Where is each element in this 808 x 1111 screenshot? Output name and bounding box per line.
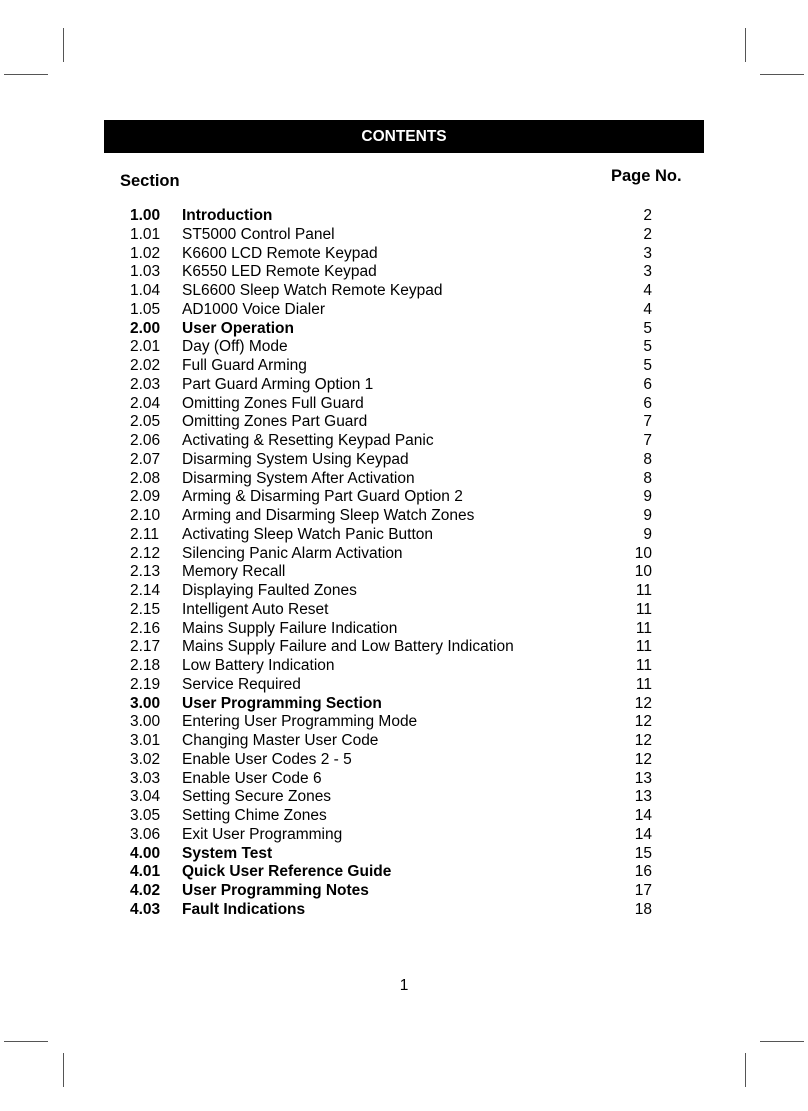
- toc-section-number: 2.04: [130, 394, 161, 412]
- toc-entry: [0, 320, 808, 339]
- toc-section-title: Enable User Code 6: [182, 769, 322, 787]
- toc-entry: [0, 563, 808, 582]
- toc-section-title: Arming & Disarming Part Guard Option 2: [182, 488, 463, 506]
- toc-entry: [0, 882, 808, 901]
- toc-section-title: Disarming System Using Keypad: [182, 450, 409, 468]
- toc-section-title: Omitting Zones Part Guard: [182, 413, 368, 431]
- toc-section-title: Memory Recall: [182, 563, 286, 581]
- toc-section-number: 2.07: [130, 450, 161, 468]
- toc-section-number: 2.03: [130, 375, 161, 393]
- toc-section-title: Arming and Disarming Sleep Watch Zones: [182, 507, 475, 524]
- toc-section-number: 3.06: [130, 825, 161, 843]
- toc-page-number: 5: [643, 338, 652, 356]
- toc-page-number: 8: [643, 469, 652, 487]
- toc-page-number: 10: [634, 544, 652, 562]
- toc-section-title: Full Guard Arming: [182, 357, 307, 374]
- toc-entry: [0, 357, 808, 376]
- toc-section-number: 2.01: [130, 338, 161, 356]
- toc-page-number: 7: [643, 413, 652, 431]
- toc-section-title: Setting Chime Zones: [182, 807, 327, 824]
- toc-section-number: 1.04: [130, 282, 161, 299]
- toc-page-number: 15: [634, 844, 652, 862]
- toc-section-number: 2.12: [130, 544, 161, 562]
- toc-entry: [0, 245, 808, 264]
- toc-section-number: 2.17: [130, 638, 161, 656]
- toc-section-title: Quick User Reference Guide: [182, 863, 392, 881]
- toc-section-number: 2.18: [130, 657, 161, 674]
- page-number: 1: [399, 977, 409, 994]
- toc-section-number: 1.01: [130, 225, 161, 243]
- toc-section-number: 3.05: [130, 807, 161, 824]
- toc-entry: [0, 470, 808, 489]
- page-column-heading: Page No.: [611, 167, 682, 185]
- toc-section-title: Service Required: [182, 675, 301, 693]
- toc-page-number: 6: [643, 375, 652, 393]
- toc-page-number: 9: [643, 488, 652, 506]
- toc-entry: [0, 695, 808, 714]
- toc-section-title: Low Battery Indication: [182, 657, 335, 674]
- toc-entry: [0, 226, 808, 245]
- toc-section-title: Mains Supply Failure and Low Battery Indication: [182, 638, 514, 656]
- toc-entry: [0, 413, 808, 432]
- toc-section-number: 2.05: [130, 413, 161, 431]
- toc-entry: [0, 507, 808, 526]
- toc-entry: [0, 526, 808, 545]
- toc-entry: [0, 620, 808, 639]
- toc-section-title: System Test: [182, 844, 273, 862]
- crop-mark-top-left-horizontal: [4, 74, 48, 75]
- toc-section-title: Displaying Faulted Zones: [182, 582, 357, 599]
- toc-page-number: 14: [634, 825, 652, 843]
- toc-entry: [0, 788, 808, 807]
- toc-section-number: 2.13: [130, 563, 161, 581]
- toc-entry: [0, 863, 808, 882]
- toc-section-title: AD1000 Voice Dialer: [182, 300, 326, 318]
- toc-page-number: 4: [643, 282, 652, 299]
- toc-page-number: 12: [634, 750, 652, 768]
- toc-page-number: 5: [643, 319, 652, 337]
- toc-entry: [0, 713, 808, 732]
- toc-page-number: 13: [634, 788, 652, 806]
- toc-section-number: 2.19: [130, 675, 161, 693]
- toc-entry: [0, 395, 808, 414]
- toc-section-number: 3.04: [130, 788, 161, 806]
- toc-page-number: 2: [643, 225, 652, 243]
- toc-entry: [0, 807, 808, 826]
- toc-page-number: 7: [643, 432, 652, 449]
- toc-page-number: 5: [643, 357, 652, 374]
- toc-page-number: 2: [643, 207, 652, 224]
- toc-page-number: 9: [643, 525, 652, 543]
- toc-entry: [0, 732, 808, 751]
- toc-section-number: 3.00: [130, 694, 161, 712]
- contents-title: CONTENTS: [361, 127, 447, 145]
- toc-section-title: ST5000 Control Panel: [182, 225, 335, 243]
- toc-section-title: Exit User Programming: [182, 825, 343, 843]
- toc-section-number: 2.15: [130, 600, 161, 618]
- crop-mark-top-right-horizontal: [760, 74, 804, 75]
- toc-entry: [0, 263, 808, 282]
- toc-entry: [0, 432, 808, 451]
- toc-entry: [0, 301, 808, 320]
- toc-entry: [0, 751, 808, 770]
- toc-page-number: 12: [634, 732, 652, 749]
- toc-section-number: 2.02: [130, 357, 161, 374]
- toc-section-number: 3.01: [130, 732, 161, 749]
- toc-entry: [0, 901, 808, 920]
- toc-section-number: 3.03: [130, 769, 161, 787]
- crop-mark-top-left-vertical: [63, 28, 64, 62]
- toc-section-title: User Programming Section: [182, 694, 382, 712]
- toc-section-number: 2.10: [130, 507, 161, 524]
- toc-entry: [0, 770, 808, 789]
- toc-section-number: 2.09: [130, 488, 161, 506]
- toc-section-number: 1.00: [130, 207, 161, 224]
- toc-section-number: 1.03: [130, 263, 161, 281]
- toc-section-title: Day (Off) Mode: [182, 338, 288, 356]
- toc-section-title: Omitting Zones Full Guard: [182, 394, 364, 412]
- toc-section-title: Fault Indications: [182, 900, 306, 918]
- toc-entry: [0, 545, 808, 564]
- toc-page-number: 3: [643, 244, 652, 262]
- table-of-contents: [0, 207, 808, 920]
- toc-page-number: 8: [643, 450, 652, 468]
- contents-banner: [104, 120, 704, 153]
- toc-section-title: Changing Master User Code: [182, 732, 379, 749]
- toc-section-title: K6550 LED Remote Keypad: [182, 263, 377, 281]
- toc-section-title: User Operation: [182, 319, 294, 337]
- crop-mark-bottom-right-vertical: [745, 1053, 746, 1087]
- toc-section-number: 4.02: [130, 882, 161, 899]
- toc-page-number: 3: [643, 263, 652, 281]
- toc-entry: [0, 582, 808, 601]
- toc-page-number: 17: [634, 882, 652, 899]
- toc-page-number: 13: [634, 769, 652, 787]
- toc-section-number: 2.06: [130, 432, 161, 449]
- toc-page-number: 4: [643, 300, 652, 318]
- toc-entry: [0, 282, 808, 301]
- toc-section-number: 1.02: [130, 244, 161, 262]
- toc-section-number: 1.05: [130, 300, 161, 318]
- toc-page-number: 11: [635, 582, 652, 599]
- toc-section-title: Activating Sleep Watch Panic Button: [182, 525, 434, 543]
- toc-page-number: 14: [634, 807, 652, 824]
- crop-mark-bottom-left-horizontal: [4, 1041, 48, 1042]
- toc-section-number: 4.03: [130, 900, 161, 918]
- toc-page-number: 18: [634, 900, 652, 918]
- toc-section-title: Setting Secure Zones: [182, 788, 332, 806]
- toc-section-number: 2.08: [130, 469, 161, 487]
- toc-entry: [0, 826, 808, 845]
- crop-mark-bottom-left-vertical: [63, 1053, 64, 1087]
- toc-section-number: 4.01: [130, 863, 161, 881]
- toc-section-title: Introduction: [182, 207, 273, 224]
- crop-mark-bottom-right-horizontal: [760, 1041, 804, 1042]
- toc-page-number: 9: [643, 507, 652, 524]
- toc-page-number: 12: [634, 694, 652, 712]
- toc-section-number: 4.00: [130, 844, 161, 862]
- toc-section-title: K6600 LCD Remote Keypad: [182, 244, 378, 262]
- crop-mark-top-right-vertical: [745, 28, 746, 62]
- toc-section-number: 3.02: [130, 750, 161, 768]
- toc-entry: [0, 657, 808, 676]
- toc-section-title: SL6600 Sleep Watch Remote Keypad: [182, 282, 443, 299]
- toc-section-title: Part Guard Arming Option 1: [182, 375, 374, 393]
- toc-entry: [0, 376, 808, 395]
- toc-page-number: 11: [635, 619, 652, 637]
- toc-entry: [0, 488, 808, 507]
- toc-section-title: Silencing Panic Alarm Activation: [182, 544, 403, 562]
- toc-entry: [0, 638, 808, 657]
- toc-entry: [0, 451, 808, 470]
- toc-entry: [0, 601, 808, 620]
- toc-page-number: 6: [643, 394, 652, 412]
- toc-section-title: Disarming System After Activation: [182, 469, 415, 487]
- toc-page-number: 16: [634, 863, 652, 881]
- section-column-heading: Section: [120, 172, 180, 190]
- toc-section-title: Activating & Resetting Keypad Panic: [182, 432, 434, 449]
- toc-section-number: 3.00: [130, 713, 161, 731]
- toc-section-number: 2.16: [130, 619, 161, 637]
- toc-page-number: 12: [634, 713, 652, 731]
- toc-section-number: 2.14: [130, 582, 161, 599]
- toc-entry: [0, 845, 808, 864]
- toc-entry: [0, 207, 808, 226]
- toc-page-number: 11: [635, 600, 652, 618]
- toc-page-number: 10: [634, 563, 652, 581]
- toc-section-title: Entering User Programming Mode: [182, 713, 418, 731]
- toc-section-number: 2.00: [130, 319, 161, 337]
- toc-section-title: Enable User Codes 2 - 5: [182, 750, 352, 768]
- toc-page-number: 11: [635, 675, 652, 693]
- toc-section-title: Mains Supply Failure Indication: [182, 619, 398, 637]
- toc-page-number: 11: [635, 638, 652, 656]
- toc-entry: [0, 338, 808, 357]
- toc-section-number: 2.11: [130, 525, 160, 543]
- toc-entry: [0, 676, 808, 695]
- toc-section-title: User Programming Notes: [182, 882, 369, 899]
- toc-section-title: Intelligent Auto Reset: [182, 600, 329, 618]
- toc-page-number: 11: [635, 657, 652, 674]
